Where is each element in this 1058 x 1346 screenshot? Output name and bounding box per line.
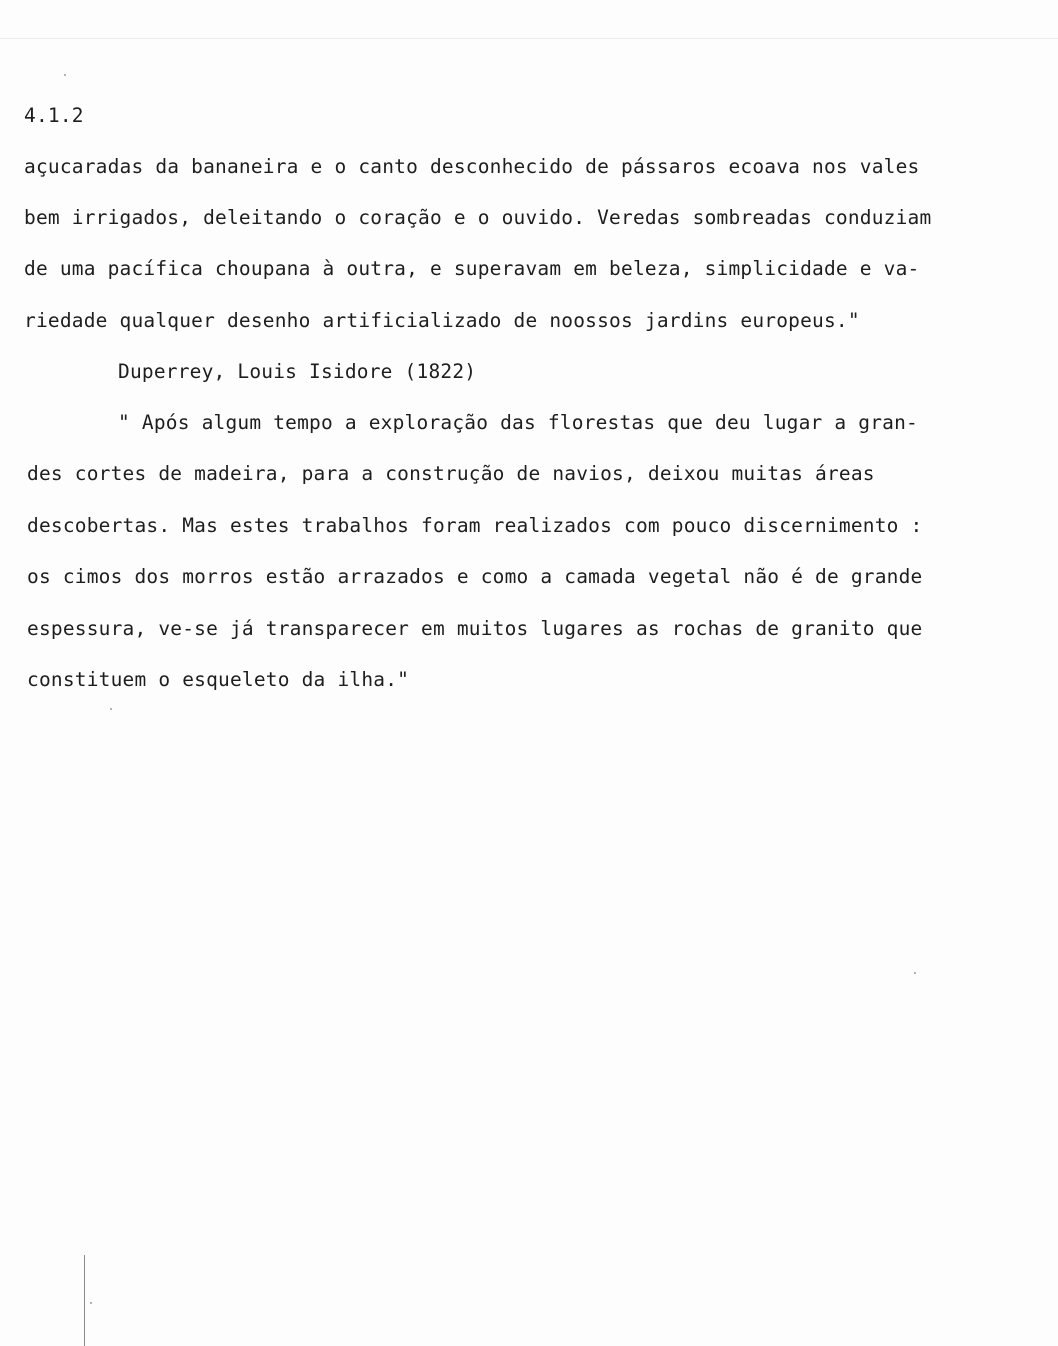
page-margin-line [84, 1255, 85, 1346]
quote-line: espessura, ve-se já transparecer em muitos lugares as rochas de granito que [27, 617, 923, 640]
quote-line: des cortes de madeira, para a construção de navios, deixou muitas áreas [27, 462, 875, 485]
paragraph-line: riedade qualquer desenho artificializado de noossos jardins europeus." [24, 309, 860, 332]
paragraph-line: bem irrigados, deleitando o coração e o ouvido. Veredas sombreadas conduziam [24, 206, 932, 229]
paper-speck [914, 972, 916, 974]
quote-line: descobertas. Mas estes trabalhos foram realizados com pouco discernimento : [27, 514, 923, 537]
section-number: 4.1.2 [24, 104, 84, 127]
paper-speck [110, 708, 112, 710]
paper-speck [64, 74, 66, 76]
paragraph-line: de uma pacífica choupana à outra, e superavam em beleza, simplicidade e va- [24, 257, 920, 280]
quote-line: os cimos dos morros estão arrazados e como a camada vegetal não é de grande [27, 565, 923, 588]
paper-speck [90, 1302, 92, 1304]
quote-line: " Após algum tempo a exploração das florestas que deu lugar a gran- [118, 411, 918, 434]
page-top-edge [0, 38, 1058, 39]
quote-attribution: Duperrey, Louis Isidore (1822) [118, 360, 477, 383]
paragraph-line: açucaradas da bananeira e o canto desconhecido de pássaros ecoava nos vales [24, 155, 920, 178]
quote-line: constituem o esqueleto da ilha." [27, 668, 410, 691]
